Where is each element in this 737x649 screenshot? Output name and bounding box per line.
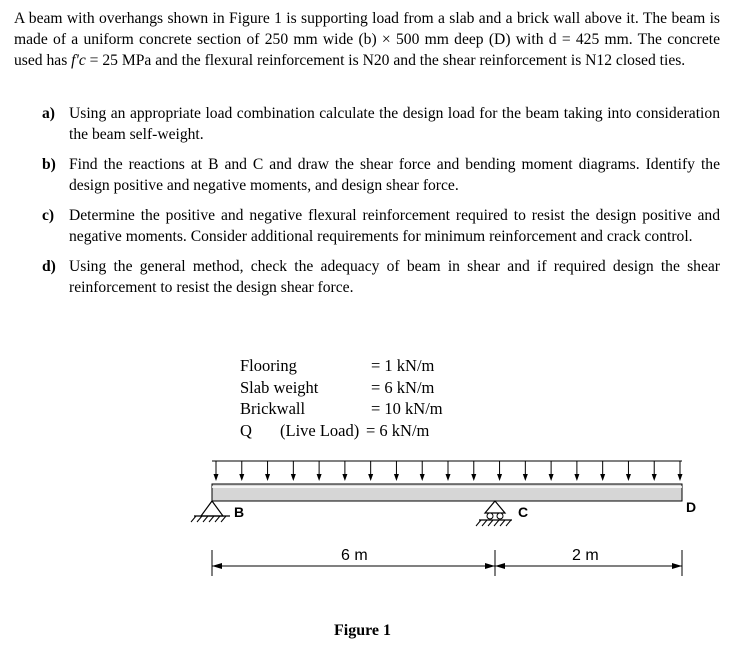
load-arrow bbox=[549, 461, 554, 481]
load-arrow bbox=[652, 461, 657, 481]
support-b-label: B bbox=[234, 504, 245, 520]
load-arrow bbox=[214, 461, 219, 481]
load-arrow bbox=[342, 461, 347, 481]
load-arrow bbox=[239, 461, 244, 481]
load-arrow bbox=[523, 461, 528, 481]
end-d-label: D bbox=[686, 499, 697, 515]
dimension-line bbox=[212, 550, 682, 576]
fc-symbol: f'c bbox=[71, 52, 86, 69]
load-arrow bbox=[394, 461, 399, 481]
question-text: Find the reactions at B and C and draw the shear force and bending moment diagrams. Identify the design positive and negative moments, and design shear force. bbox=[69, 156, 720, 194]
question-text: Using an appropriate load combination calculate the design load for the beam taking into consideration the beam self-weight. bbox=[69, 105, 720, 143]
question-label: c) bbox=[42, 207, 55, 224]
load-arrow bbox=[317, 461, 322, 481]
question-label: b) bbox=[42, 156, 56, 173]
load-arrow bbox=[574, 461, 579, 481]
load-arrow bbox=[265, 461, 270, 481]
live-load-name: (Live Load) bbox=[280, 420, 360, 440]
load-arrow bbox=[471, 461, 476, 481]
load-arrow bbox=[368, 461, 373, 481]
support-c-label: C bbox=[518, 504, 529, 520]
load-name: Flooring bbox=[240, 356, 297, 375]
live-load-symbol: Q bbox=[240, 420, 252, 440]
question-label: d) bbox=[42, 258, 56, 275]
load-arrow bbox=[446, 461, 451, 481]
load-arrows bbox=[214, 461, 683, 481]
span-main-label: 6 m bbox=[341, 547, 368, 564]
load-arrow bbox=[497, 461, 502, 481]
figure-caption: Figure 1 bbox=[334, 622, 392, 639]
load-arrow bbox=[600, 461, 605, 481]
load-name: Slab weight bbox=[240, 377, 319, 397]
load-arrow bbox=[678, 461, 683, 481]
load-arrow bbox=[291, 461, 296, 481]
load-name: Brickwall bbox=[240, 399, 306, 418]
question-text: Determine the positive and negative flexural reinforcement required to resist the design positive and negative moments. Consider additional requirements for minimum reinforcement and crack control. bbox=[69, 207, 720, 245]
support-c-roller bbox=[476, 501, 512, 526]
span-overhang-label: 2 m bbox=[572, 547, 599, 564]
load-arrow bbox=[626, 461, 631, 481]
question-text: Using the general method, check the adequacy of beam in shear and if required design the shear reinforcement to resist the design shear force. bbox=[69, 258, 720, 296]
load-value: = 6 kN/m bbox=[366, 420, 430, 440]
load-value: = 1 kN/m bbox=[371, 356, 435, 375]
load-value: = 6 kN/m bbox=[371, 377, 435, 397]
load-arrow bbox=[420, 461, 425, 481]
problem-text-part-2: = 25 MPa and the flexural reinforcement is N20 and the shear reinforcement is N12 closed ties. bbox=[85, 52, 686, 69]
load-value: = 10 kN/m bbox=[371, 399, 443, 418]
problem-text-part-1: A beam with overhangs shown in Figure 1 is supporting load from a slab and a brick wall above it. The beam is made of a uniform concrete section of 250 mm wide (b) × 500 mm deep (D) with d = 425 mm. The concrete used has bbox=[14, 10, 720, 69]
support-b-pin bbox=[191, 501, 230, 522]
question-label: a) bbox=[42, 105, 55, 122]
